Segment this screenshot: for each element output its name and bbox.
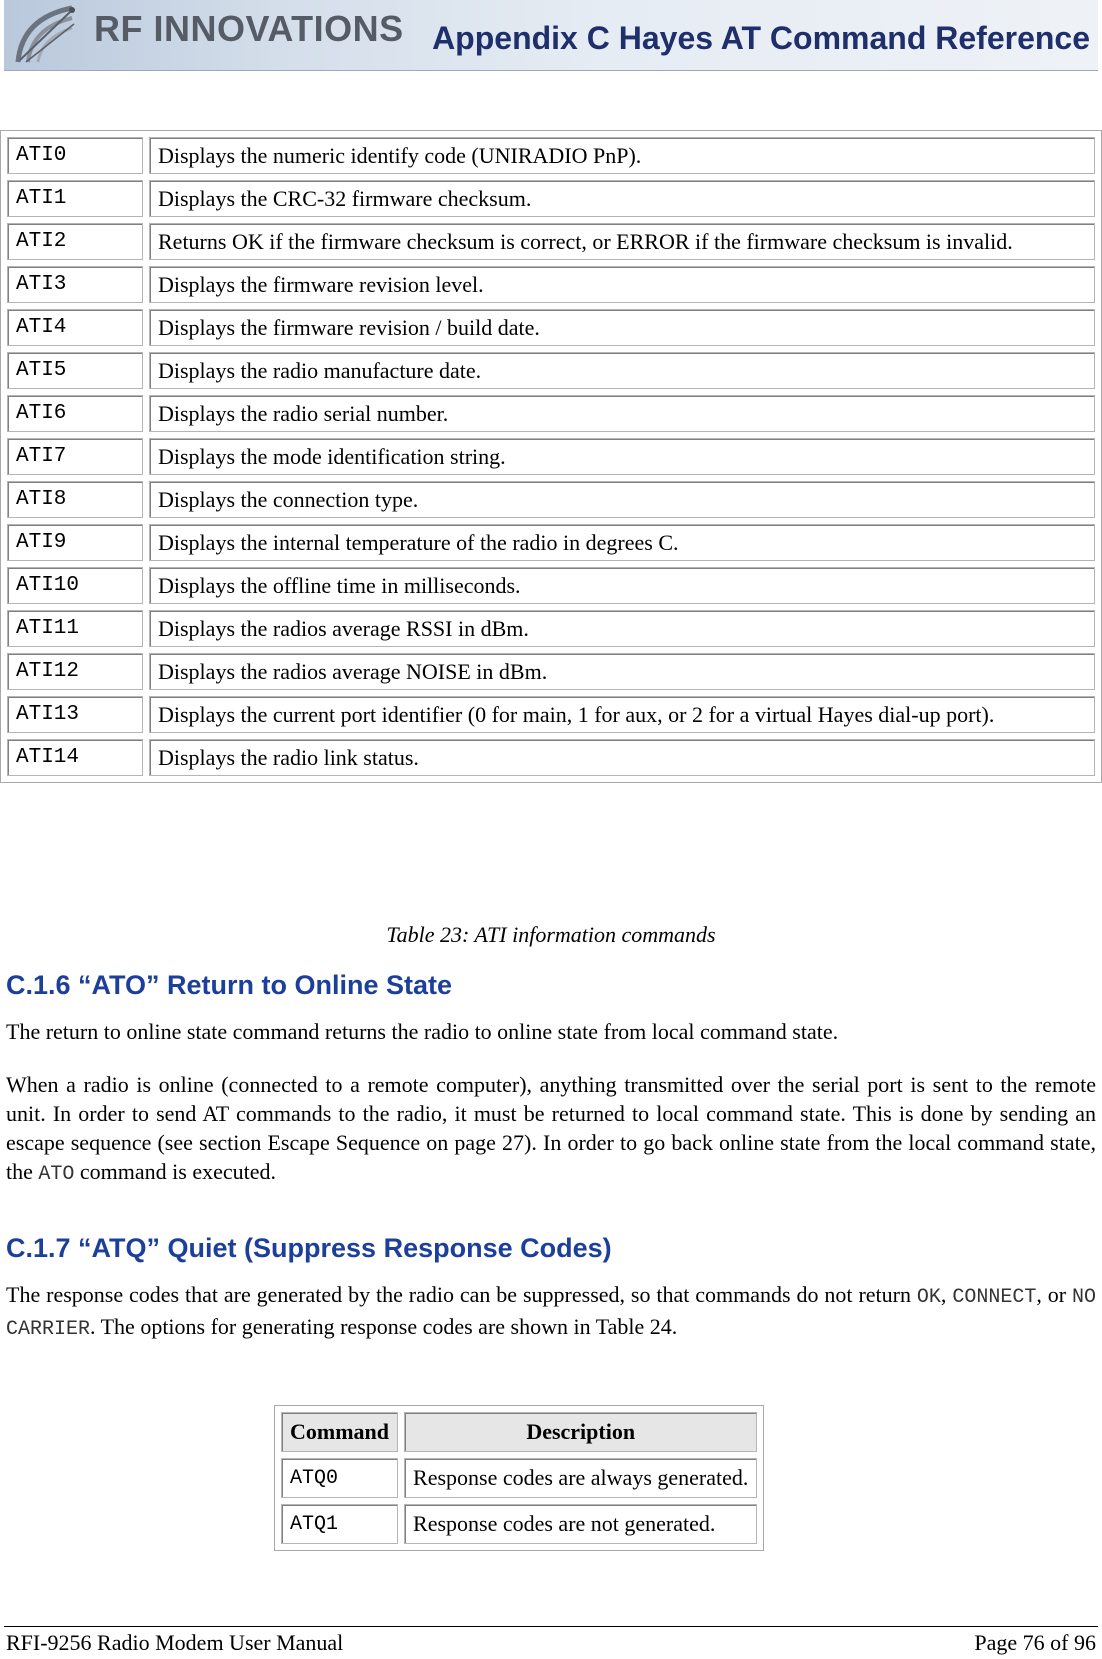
footer-divider [4, 1626, 1098, 1627]
command-cell: ATI10 [7, 567, 143, 604]
description-cell: Displays the firmware revision / build date. [149, 309, 1095, 346]
table-row [7, 696, 1095, 733]
atq-commands-table [274, 1405, 764, 1551]
inline-code-no-carrier: NO CARRIER [6, 1286, 1097, 1341]
col-header-description: Description [404, 1412, 757, 1452]
command-cell: ATQ1 [281, 1504, 398, 1544]
command-cell: ATI6 [7, 395, 143, 432]
description-cell: Response codes are always generated. [404, 1458, 757, 1498]
description-cell: Displays the offline time in milliseconds. [149, 567, 1095, 604]
table-row [7, 266, 1095, 303]
description-cell: Displays the internal temperature of the radio in degrees C. [149, 524, 1095, 561]
inline-code-ato: ATO [38, 1163, 75, 1186]
table-row [7, 524, 1095, 561]
command-cell: ATI4 [7, 309, 143, 346]
ati-commands-table [0, 130, 1102, 783]
section-heading-ato: C.1.6 “ATO” Return to Online State [6, 970, 453, 1000]
table-row [7, 223, 1095, 260]
table-row [7, 180, 1095, 217]
table-caption: Table 23: ATI information commands [386, 922, 716, 947]
description-cell: Displays the radio serial number. [149, 395, 1095, 432]
inline-code-connect: CONNECT [952, 1286, 1037, 1309]
description-cell: Displays the CRC-32 firmware checksum. [149, 180, 1095, 217]
atq-header-row [281, 1412, 757, 1452]
command-cell: ATI3 [7, 266, 143, 303]
atq-paragraph: The response codes that are generated by the radio can be suppressed, so that commands do not return OK, CONNECT, or NO CARRIER. The options for generating response codes are shown in Table 24. [6, 1282, 1097, 1341]
ato-paragraph-2: When a radio is online (connected to a remote computer), anything transmitted over the serial port is sent to the remote unit. In order to send AT commands to the radio, it must be returned to local command state. This is done by sending an escape sequence (see section Escape Sequence on page 27). In order to go back online state from the local command state, the ATO command is executed. [6, 1072, 1096, 1186]
command-cell: ATI14 [7, 739, 143, 776]
table-row [7, 567, 1095, 604]
command-cell: ATI11 [7, 610, 143, 647]
page-header [4, 0, 1098, 71]
section-heading-atq: C.1.7 “ATQ” Quiet (Suppress Response Codes) [6, 1233, 612, 1263]
command-cell: ATI12 [7, 653, 143, 690]
command-cell: ATI5 [7, 352, 143, 389]
table-row [281, 1458, 757, 1498]
command-cell: ATI9 [7, 524, 143, 561]
table-row [7, 395, 1095, 432]
description-cell: Returns OK if the firmware checksum is correct, or ERROR if the firmware checksum is invalid. [149, 223, 1095, 260]
command-cell: ATI0 [7, 137, 143, 174]
table-row [7, 739, 1095, 776]
description-cell: Displays the numeric identify code (UNIRADIO PnP). [149, 137, 1095, 174]
description-cell: Displays the radios average RSSI in dBm. [149, 610, 1095, 647]
command-cell: ATI7 [7, 438, 143, 475]
ato-paragraph-1: The return to online state command returns the radio to online state from local command state. [6, 1019, 839, 1044]
description-cell: Displays the radio link status. [149, 739, 1095, 776]
command-cell: ATI2 [7, 223, 143, 260]
description-cell: Displays the radio manufacture date. [149, 352, 1095, 389]
description-cell: Displays the mode identification string. [149, 438, 1095, 475]
footer-page-number: Page 76 of 96 [974, 1630, 1096, 1655]
table-row [7, 137, 1095, 174]
command-cell: ATI13 [7, 696, 143, 733]
table-row [7, 352, 1095, 389]
header-title: Appendix C Hayes AT Command Reference [432, 20, 1090, 56]
logo-text: RF INNOVATIONS [94, 8, 404, 49]
command-cell: ATI8 [7, 481, 143, 518]
table-row [7, 481, 1095, 518]
description-cell: Displays the radios average NOISE in dBm. [149, 653, 1095, 690]
description-cell: Response codes are not generated. [404, 1504, 757, 1544]
ati-table-body [7, 137, 1095, 776]
command-cell: ATQ0 [281, 1458, 398, 1498]
table-row [281, 1504, 757, 1544]
footer-manual-title: RFI-9256 Radio Modem User Manual [6, 1630, 344, 1655]
description-cell: Displays the connection type. [149, 481, 1095, 518]
description-cell: Displays the current port identifier (0 for main, 1 for aux, or 2 for a virtual Hayes dial-up port). [149, 696, 1095, 733]
table-row [7, 610, 1095, 647]
table-row [7, 653, 1095, 690]
command-cell: ATI1 [7, 180, 143, 217]
inline-code-ok: OK [916, 1286, 941, 1309]
description-cell: Displays the firmware revision level. [149, 266, 1095, 303]
table-row [7, 438, 1095, 475]
table-row [7, 309, 1095, 346]
antenna-dish-icon [12, 4, 92, 66]
col-header-command: Command [281, 1412, 398, 1452]
rf-innovations-logo [12, 4, 404, 66]
